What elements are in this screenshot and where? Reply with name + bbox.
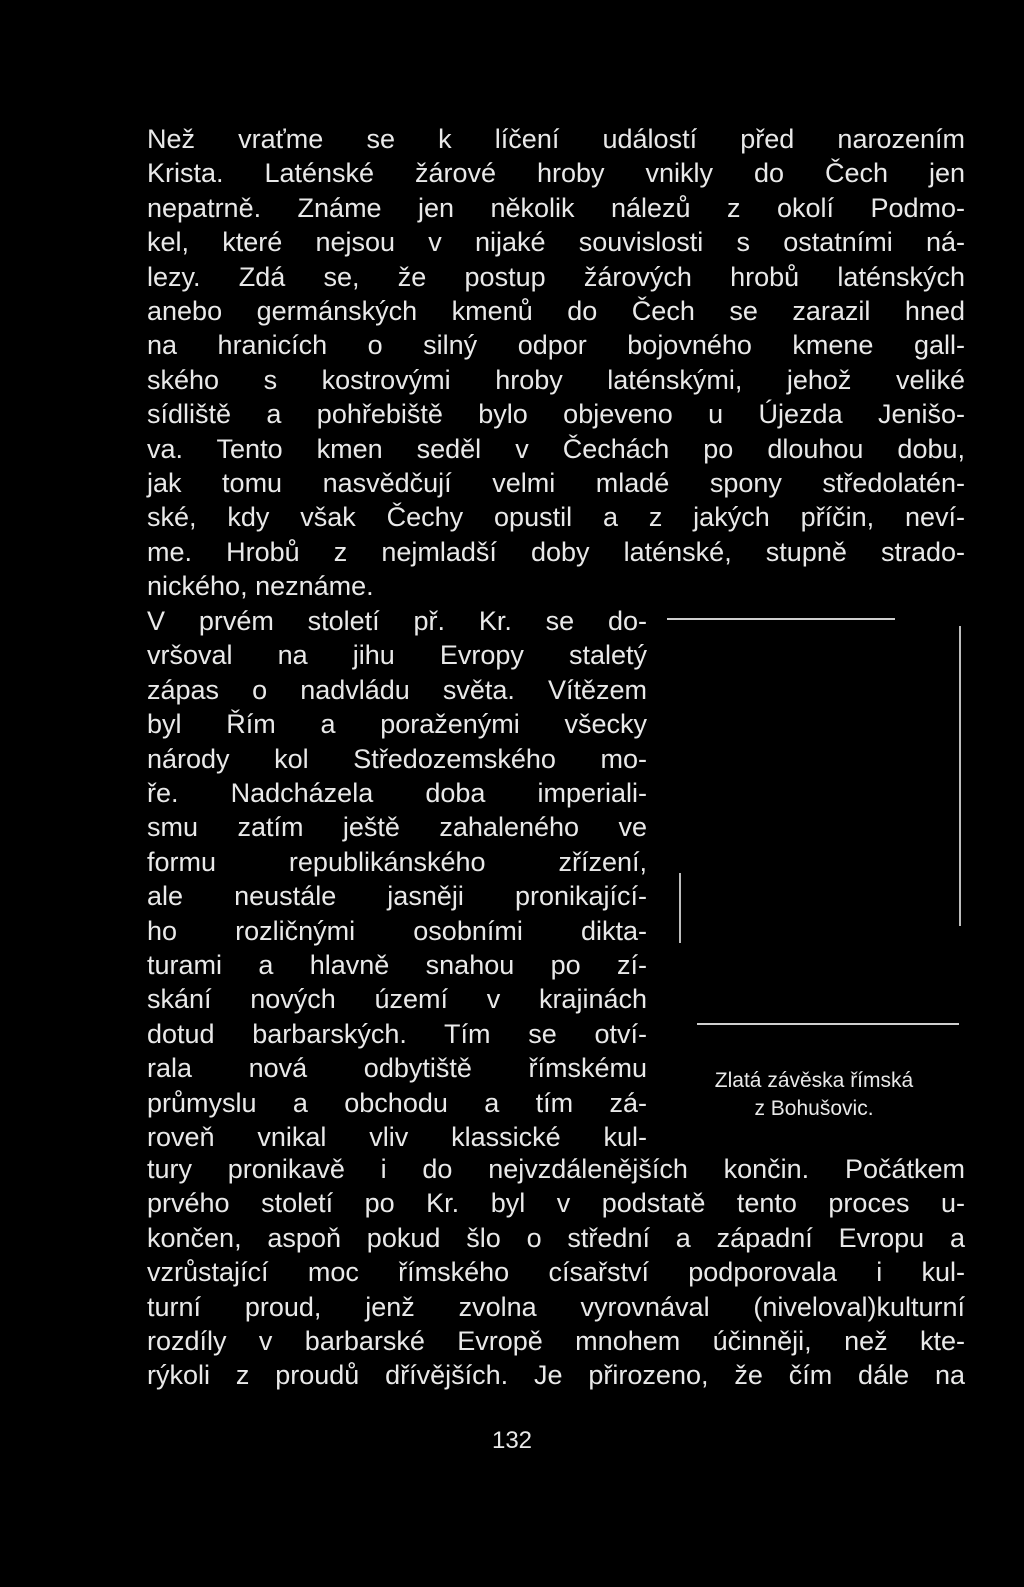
- text-line: sídliště a pohřebiště bylo objeveno u Újezda Jenišo-: [147, 399, 965, 430]
- text-line: prvého století po Kr. byl v podstatě tento proces u-: [147, 1188, 965, 1219]
- text-line: nepatrně. Známe jen několik nálezů z okolí Podmo-: [147, 192, 965, 223]
- text-line: národy kol Středozemského mo-: [147, 743, 647, 774]
- page-number: 132: [491, 1427, 533, 1454]
- text-line: byl Řím a poraženými všecky: [147, 709, 647, 740]
- text-line: zápas o nadvládu světa. Vítězem: [147, 674, 647, 705]
- text-line: ale neustále jasněji pronikající-: [147, 881, 647, 912]
- text-line: formu republikánského zřízení,: [147, 846, 647, 877]
- text-line: kel, které nejsou v nijaké souvislosti s ostatními ná-: [147, 227, 965, 258]
- text-line: turní proud, jenž zvolna vyrovnával (niveloval)kulturní: [147, 1291, 965, 1322]
- text-line: skání nových území v krajinách: [147, 984, 647, 1015]
- text-line: ské, kdy však Čechy opustil a z jakých příčin, neví-: [147, 502, 965, 533]
- text-line: roveň vnikal vliv klassické kul-: [147, 1122, 647, 1152]
- text-line: dotud barbarských. Tím se otví-: [147, 1018, 647, 1049]
- text-line: na hranicích o silný odpor bojovného kmene gall-: [147, 330, 965, 361]
- text-line: V prvém století př. Kr. se do-: [147, 606, 647, 636]
- text-line: va. Tento kmen seděl v Čechách po dlouhou dobu,: [147, 433, 965, 464]
- text-line: lezy. Zdá se, že postup žárových hrobů laténských: [147, 261, 965, 292]
- text-line: končen, aspoň pokud šlo o střední a západní Evropu a: [147, 1222, 965, 1253]
- text-line: průmyslu a obchodu a tím zá-: [147, 1087, 647, 1118]
- text-line: vršoval na jihu Evropy staletý: [147, 640, 647, 671]
- text-line: ře. Nadcházela doba imperiali-: [147, 778, 647, 808]
- text-line: ho rozličnými osobními dikta-: [147, 915, 647, 946]
- text-line: Krista. Laténské žárové hroby vnikly do Čech jen: [147, 158, 965, 189]
- text-line: Než vraťme se k líčení událostí před narozením: [147, 124, 965, 154]
- figure-caption-line2: z Bohušovic.: [754, 1097, 874, 1120]
- figure-pendant-image: [667, 618, 962, 1038]
- figure-left-edge: [679, 873, 681, 943]
- text-line: ského s kostrovými hroby laténskými, jehož veliké: [147, 364, 965, 395]
- figure-caption-line1: Zlatá závěska římská: [714, 1069, 914, 1092]
- text-line: jak tomu nasvědčují velmi mladé spony středolatén-: [147, 468, 965, 498]
- text-line: rýkoli z proudů dřívějších. Je přirozeno, že čím dále na: [147, 1360, 965, 1391]
- text-line: rala nová odbytiště římskému: [147, 1053, 647, 1084]
- text-line: nického, neznáme.: [147, 571, 374, 602]
- text-line: me. Hrobů z nejmladší doby laténské, stupně strado-: [147, 536, 965, 567]
- figure-right-edge: [959, 626, 961, 926]
- figure-bottom-rule: [697, 1023, 959, 1025]
- figure-top-rule: [667, 618, 895, 620]
- text-line: smu zatím ještě zahaleného ve: [147, 812, 647, 843]
- text-line: tury pronikavě i do nejvzdálenějších končin. Počátkem: [147, 1154, 965, 1184]
- text-line: anebo germánských kmenů do Čech se zarazil hned: [147, 296, 965, 326]
- text-line: vzrůstající moc římského císařství podporovala i kul-: [147, 1257, 965, 1288]
- text-line: rozdíly v barbarské Evropě mnohem účinněji, než kte-: [147, 1326, 965, 1356]
- text-line: turami a hlavně snahou po zí-: [147, 950, 647, 980]
